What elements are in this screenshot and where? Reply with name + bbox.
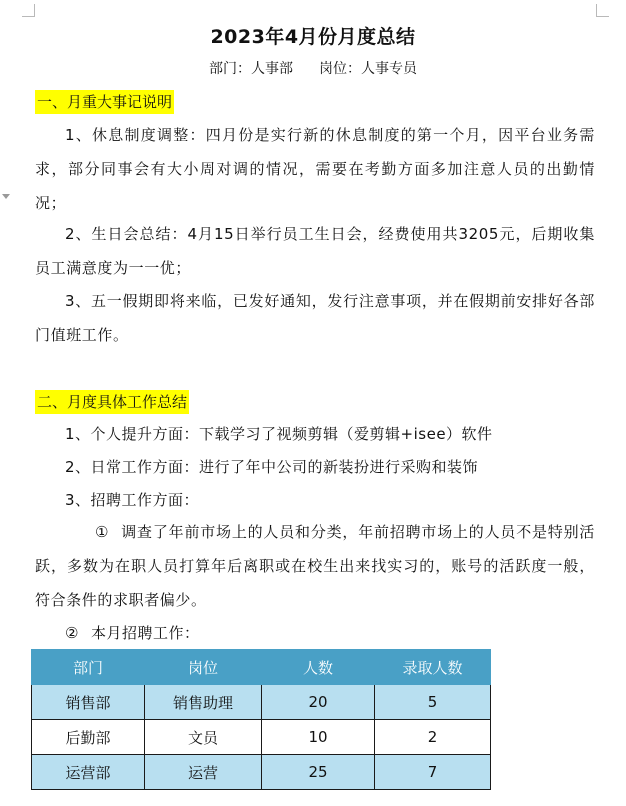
- table-header-cell: 人数: [262, 650, 375, 685]
- table-cell: 销售助理: [145, 685, 262, 720]
- table-header-cell: 录取人数: [375, 650, 491, 685]
- margin-corner-mark-left: [22, 4, 35, 17]
- table-header-cell: 岗位: [145, 650, 262, 685]
- circled-number-2: ②: [65, 624, 79, 642]
- table-cell: 25: [262, 755, 375, 790]
- table-cell: 2: [375, 720, 491, 755]
- margin-arrow-icon: [2, 194, 10, 199]
- paragraph-item-1: 1、休息制度调整：四月份是实行新的休息制度的第一个月，因平台业务需求，部分同事会有大小周对调的情况，需要在考勤方面多加注意人员的出勤情况；: [35, 126, 595, 212]
- table-cell: 运营: [145, 755, 262, 790]
- table-row: [32, 755, 491, 790]
- recruit-note-paragraph: [35, 515, 595, 617]
- table-cell: 10: [262, 720, 375, 755]
- table-header-cell: 部门: [32, 650, 145, 685]
- section-heading-1: 一、月重大事记说明: [35, 90, 174, 114]
- department-label: 部门：人事部: [209, 61, 293, 77]
- section-heading-2: 二、月度具体工作总结: [35, 390, 189, 414]
- document-title: 2023年4月份月度总结: [210, 26, 416, 48]
- position-label: 岗位：人事专员: [319, 61, 417, 77]
- table-cell: 销售部: [32, 685, 145, 720]
- work-item-2: 2、日常工作方面：进行了年中公司的新装扮进行采购和装饰: [65, 458, 479, 476]
- table-cell: 20: [262, 685, 375, 720]
- table-cell: 后勤部: [32, 720, 145, 755]
- circled-number-1: ①: [95, 523, 110, 541]
- recruit-table-caption: [65, 621, 199, 645]
- paragraph-item-3: 3、五一假期即将来临，已发好通知，发行注意事项，并在假期前安排好各部门值班工作。: [35, 292, 595, 344]
- table-cell: 文员: [145, 720, 262, 755]
- table-row: [32, 720, 491, 755]
- table-header-row: [32, 650, 491, 685]
- work-item-3: 3、招聘工作方面：: [65, 491, 200, 509]
- table-row: [32, 685, 491, 720]
- paragraph-item-2: 2、生日会总结：4月15日举行员工生日会，经费使用共3205元，后期收集员工满意度为一一优；: [35, 225, 595, 277]
- recruitment-table: [31, 649, 491, 790]
- table-cell: 运营部: [32, 755, 145, 790]
- recruit-note-text: 调查了年前市场上的人员和分类，年前招聘市场上的人员不是特别活跃，多数为在职人员打算年后离职或在校生出来找实习的，账号的活跃度一般，符合条件的求职者偏少。: [35, 523, 595, 609]
- document-subtitle: [0, 58, 626, 78]
- table-cell: 5: [375, 685, 491, 720]
- recruit-table-caption-text: 本月招聘工作：: [90, 624, 200, 642]
- work-item-1: 1、个人提升方面：下载学习了视频剪辑（爱剪辑+isee）软件: [65, 425, 493, 443]
- table-cell: 7: [375, 755, 491, 790]
- margin-corner-mark-right: [596, 4, 609, 17]
